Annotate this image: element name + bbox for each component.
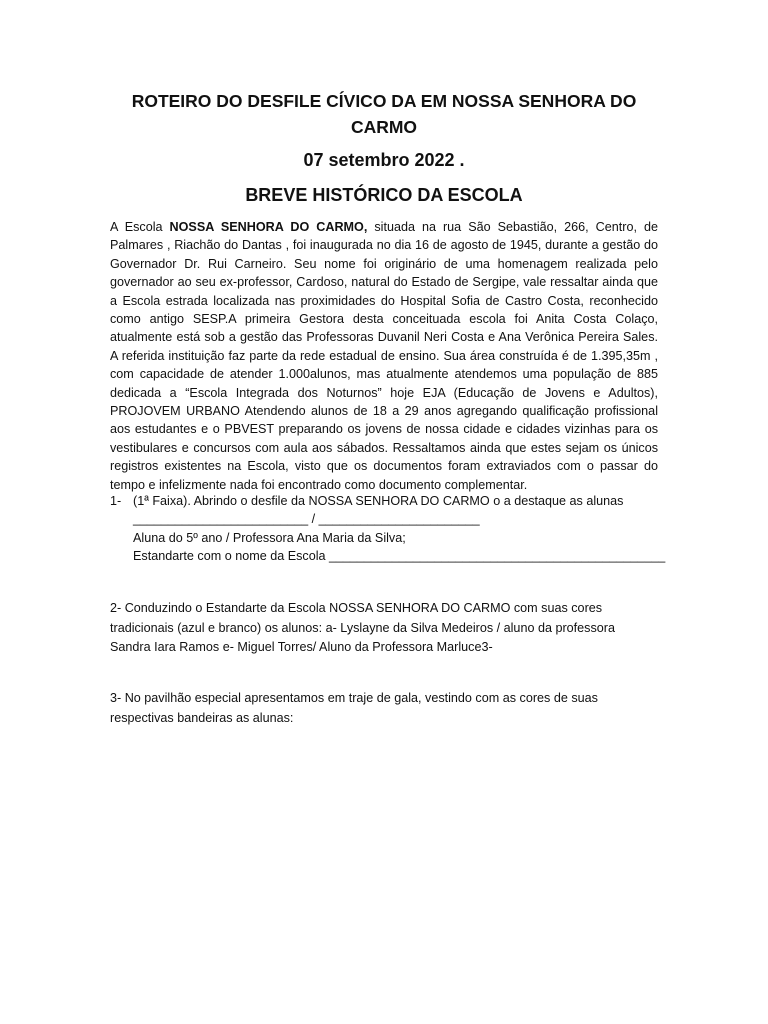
list-item-2-line-2: tradicionais (azul e branco) os alunos: a- Lyslayne da Silva Medeiros / aluno da professora — [110, 620, 615, 635]
list-item-1-line-4: Estandarte com o nome da Escola ________________________________________________ — [133, 549, 666, 564]
list-item-3-line-1: 3- No pavilhão especial apresentamos em traje de gala, vestindo com as cores de suas — [110, 691, 598, 705]
list-item-3 — [110, 689, 670, 728]
section-title: BREVE HISTÓRICO DA ESCOLA — [245, 185, 523, 205]
list-item-1-blank-lines: _________________________ / _______________________ — [133, 512, 480, 527]
history-intro: A Escola — [110, 220, 163, 234]
document-date: 07 setembro 2022 . — [303, 150, 465, 170]
list-item-2 — [110, 599, 670, 658]
document-title — [110, 88, 658, 140]
list-item-3-line-2: respectivas bandeiras as alunas: — [110, 710, 294, 725]
history-school-name: NOSSA SENHORA DO CARMO, — [169, 220, 368, 234]
title-line-1: ROTEIRO DO DESFILE CÍVICO DA EM NOSSA SENHORA DO — [131, 91, 637, 111]
history-paragraph — [110, 218, 658, 494]
list-item-1-line-3: Aluna do 5º ano / Professora Ana Maria da Silva; — [133, 530, 406, 545]
title-line-2: CARMO — [350, 117, 418, 137]
list-item-1-line-1: (1ª Faixa). Abrindo o desfile da NOSSA SENHORA DO CARMO o a destaque as alunas — [133, 494, 624, 508]
list-item-2-line-1: 2- Conduzindo o Estandarte da Escola NOSSA SENHORA DO CARMO com suas cores — [110, 601, 603, 615]
list-item-2-line-3: Sandra Iara Ramos e- Miguel Torres/ Aluno da Professora Marluce3- — [110, 640, 493, 654]
list-item-1-number: 1- — [110, 494, 122, 508]
history-body: situada na rua São Sebastião, 266, Centro, de Palmares , Riachão do Dantas , foi inaugurada no dia 16 de agosto de 1945, durante a gestão do Governador Dr. Rui Carneiro. Seu nome foi originário de uma homenagem realizada pelo governador ao seu ex-professor, Cardoso, natural do Estado de Sergipe, vale ressaltar ainda que a Escola estrada localizada nas proximidades do Hospital Sofia de Castro Costa, reconhecido como antigo SESP.A primeira Gestora desta conceituada escola foi Anita Costa Colaço, atualmente está sob a gestão das Professoras Duvanil Neri Costa e Ana Verônica Pereira Sales. A referida instituição faz parte da rede estadual de ensino. Sua área construída é de 1.395,35m , com capacidade de atender 1.000alunos, mas atualmente atendemos uma população de 885 dedicada a “Escola Integrada dos Noturnos” hoje EJA (Educação de Jovens e Adultos), PROJOVEM URBANO Atendendo alunos de 18 a 29 anos agregando qualificação profissional aos estudantes e o PBVEST preparando os jovens de nossa cidade e cidades vizinhas para os vestibulares e concursos com aula aos sábados. Ressaltamos ainda que estes sejam os únicos registros existentes na Escola, visto que os documentos foram extraviados com o passar do tempo e infelizmente nada foi encontrado como documento complementar. — [110, 220, 658, 492]
